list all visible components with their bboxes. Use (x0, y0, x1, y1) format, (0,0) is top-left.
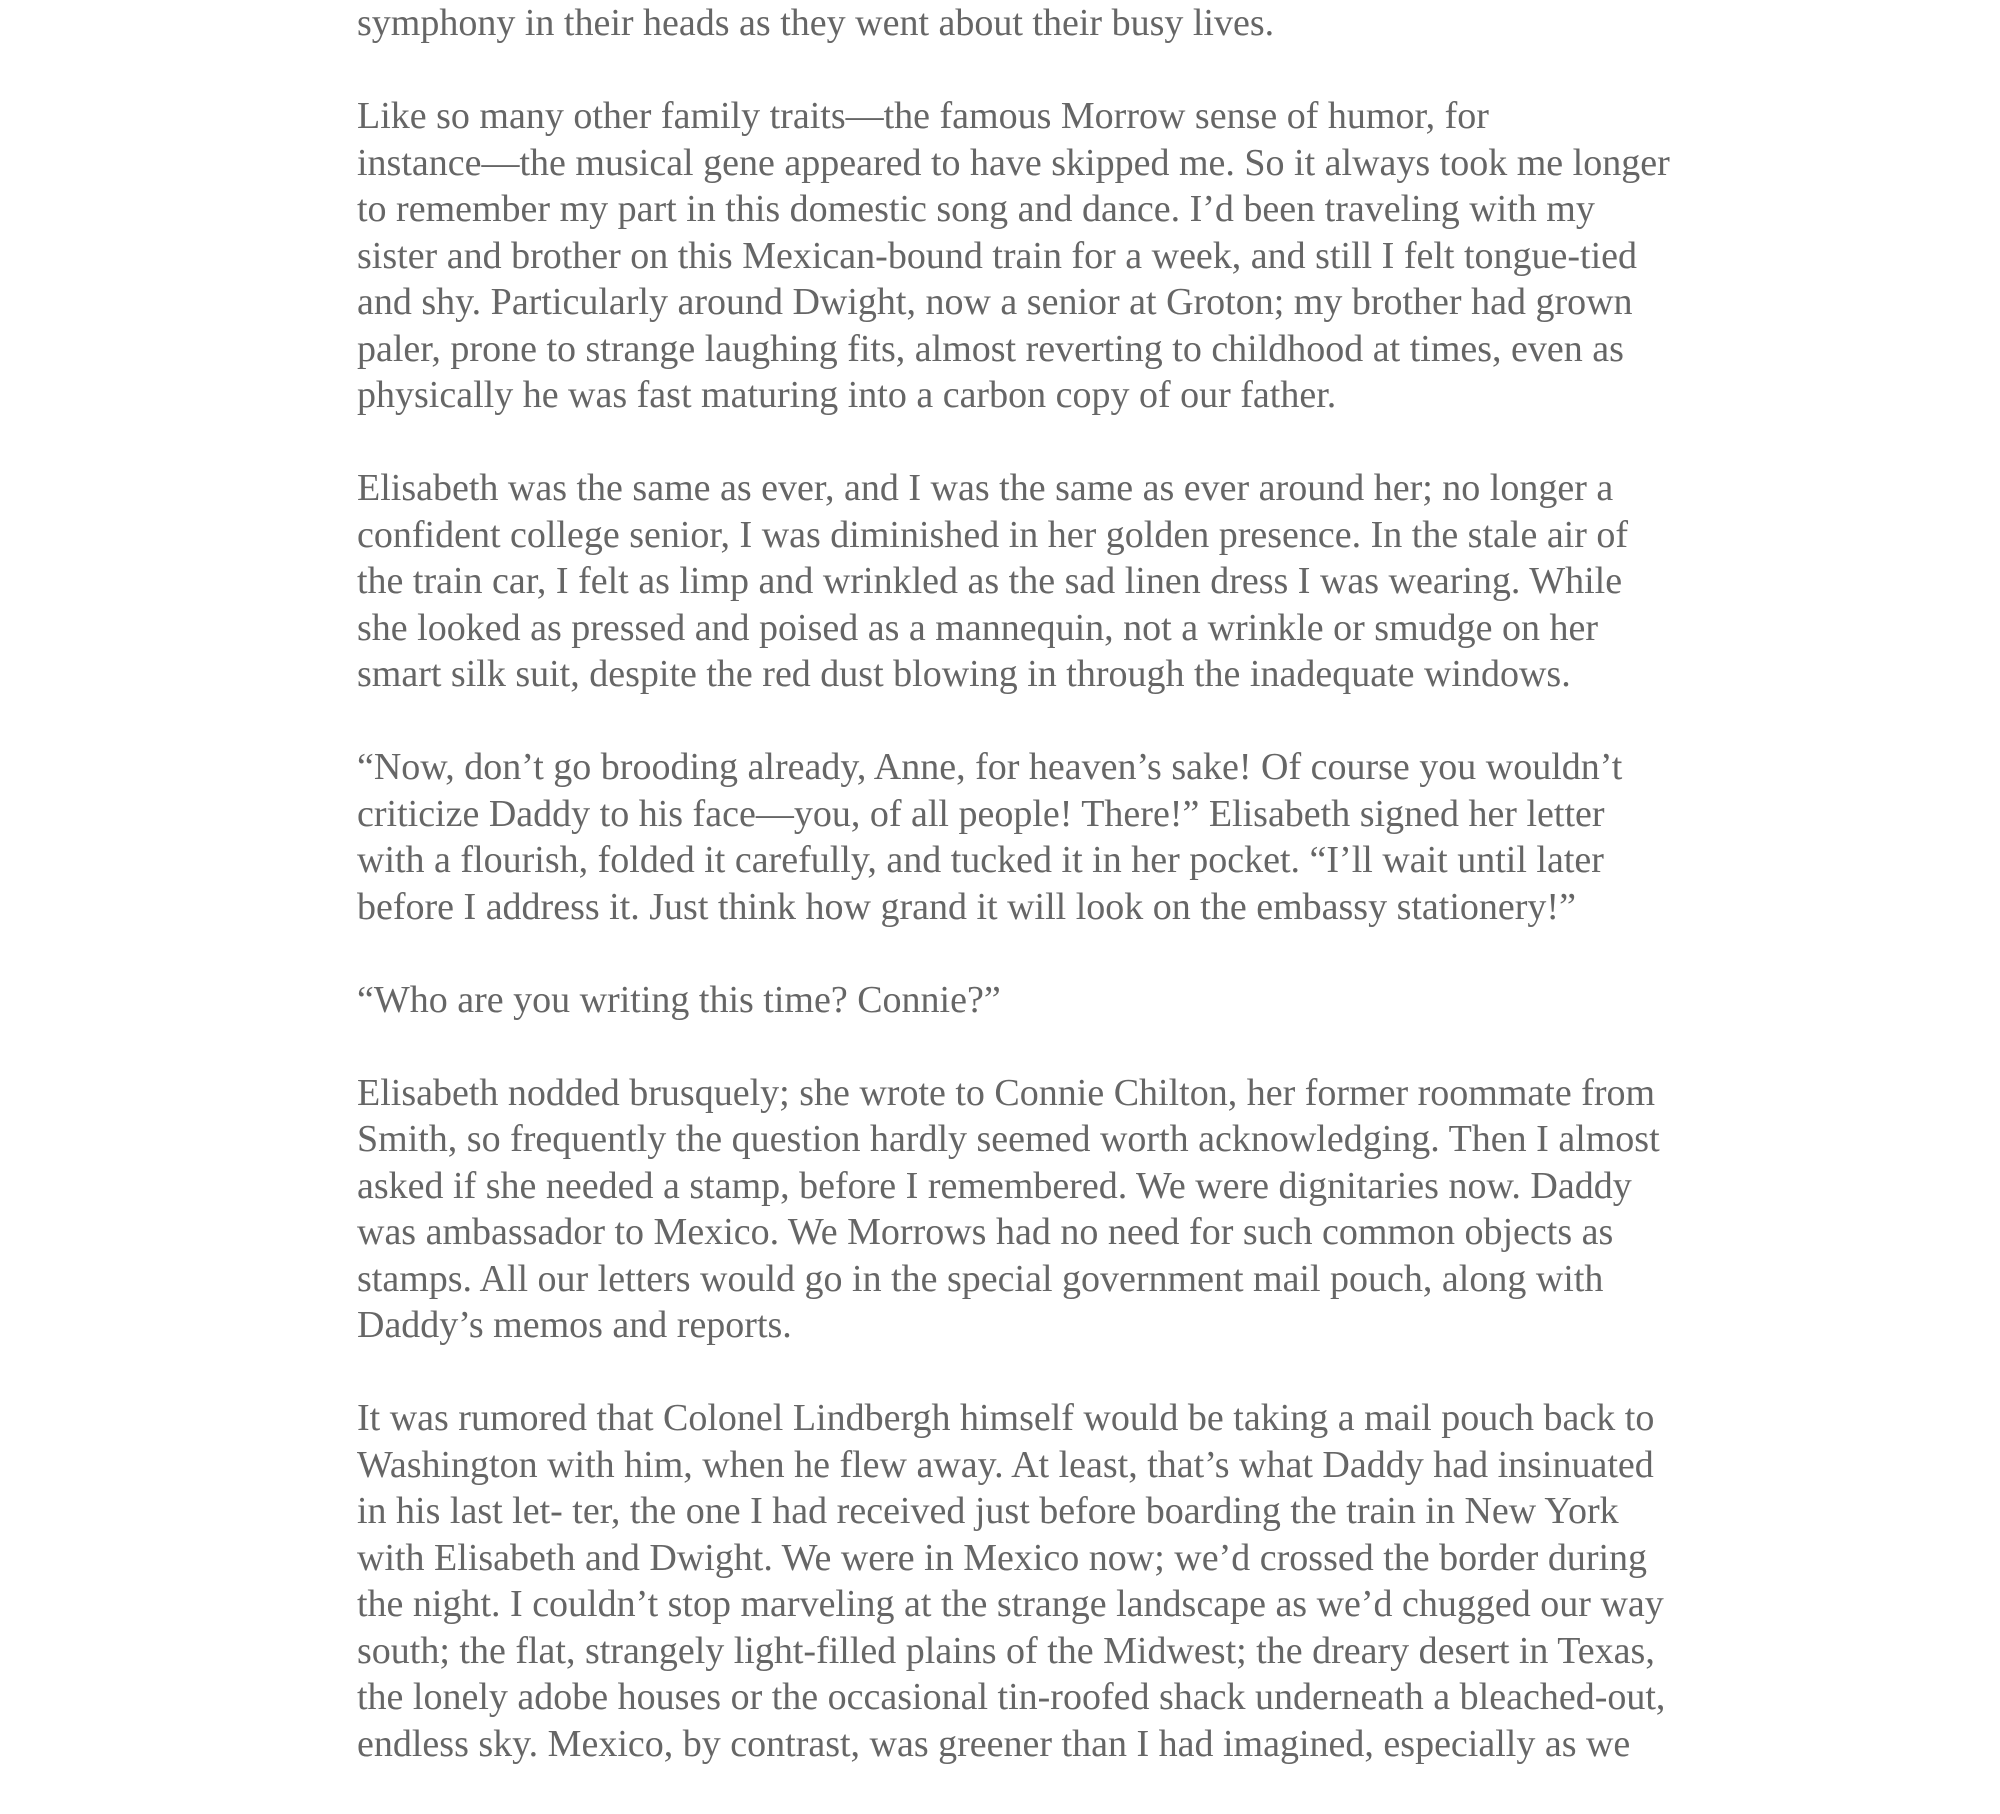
text-line: the lonely adobe houses or the occasional tin-roofed shack underneath a bleached-out, (357, 1676, 1666, 1718)
text-line: sister and brother on this Mexican-bound train for a week, and still I felt tongue-tied (357, 234, 1638, 277)
text-line: with Elisabeth and Dwight. We were in Mexico now; we’d crossed the border during (357, 1536, 1648, 1579)
paragraph-6 (357, 1395, 1677, 1767)
text-line: Daddy’s memos and reports. (357, 1304, 792, 1346)
text-line: symphony in their heads as they went about their busy lives. (357, 2, 1275, 44)
paragraph-fragment-top (357, 0, 1677, 47)
text-line: stamps. All our letters would go in the special government mail pouch, along with (357, 1257, 1604, 1300)
text-line: confident college senior, I was diminished in her golden presence. In the stale air of (357, 513, 1629, 556)
paragraph-1 (357, 93, 1677, 419)
text-line: she looked as pressed and poised as a mannequin, not a wrinkle or smudge on her (357, 606, 1599, 649)
text-line: Elisabeth was the same as ever, and I was the same as ever around her; no longer a (357, 467, 1614, 509)
text-line: physically he was fast maturing into a carbon copy of our father. (357, 374, 1337, 416)
text-line: “Now, don’t go brooding already, Anne, for heaven’s sake! Of course you wouldn’t (357, 746, 1623, 788)
text-line: Washington with him, when he flew away. At least, that’s what Daddy had insinuated (357, 1443, 1654, 1486)
text-line: “Who are you writing this time? Connie?” (357, 978, 1001, 1021)
text-line: the night. I couldn’t stop marveling at the strange landscape as we’d chugged our way (357, 1583, 1664, 1625)
text-line: south; the flat, strangely light-filled plains of the Midwest; the dreary desert in Texas, (357, 1629, 1655, 1672)
text-line: Elisabeth nodded brusquely; she wrote to Connie Chilton, her former roommate from (357, 1071, 1656, 1114)
text-line: and shy. Particularly around Dwight, now a senior at Groton; my brother had grown (357, 281, 1633, 323)
text-line: with a flourish, folded it carefully, and tucked it in her pocket. “I’ll wait until later (357, 839, 1604, 881)
text-line: to remember my part in this domestic song and dance. I’d been traveling with my (357, 188, 1595, 230)
paragraph-2 (357, 465, 1677, 698)
text-line: instance—the musical gene appeared to have skipped me. So it always took me longer (357, 141, 1670, 184)
text-line: asked if she needed a stamp, before I remembered. We were dignitaries now. Daddy (357, 1164, 1632, 1207)
text-line: smart silk suit, despite the red dust blowing in through the inadequate windows. (357, 653, 1571, 695)
text-line: Smith, so frequently the question hardly seemed worth acknowledging. Then I almost (357, 1118, 1660, 1160)
text-line: the train car, I felt as limp and wrinkled as the sad linen dress I was wearing. While (357, 560, 1623, 602)
paragraph-4 (357, 977, 1677, 1024)
paragraph-5 (357, 1070, 1677, 1349)
text-line: was ambassador to Mexico. We Morrows had no need for such common objects as (357, 1211, 1614, 1253)
text-line: before I address it. Just think how grand it will look on the embassy stationery!” (357, 885, 1576, 928)
document-page (357, 0, 1677, 1814)
text-line: Like so many other family traits—the famous Morrow sense of humor, for (357, 95, 1489, 137)
text-line: criticize Daddy to his face—you, of all people! There!” Elisabeth signed her letter (357, 792, 1605, 835)
text-line: paler, prone to strange laughing fits, almost reverting to childhood at times, even as (357, 327, 1624, 370)
text-line: It was rumored that Colonel Lindbergh himself would be taking a mail pouch back to (357, 1397, 1655, 1439)
paragraph-3 (357, 744, 1677, 930)
text-line: endless sky. Mexico, by contrast, was greener than I had imagined, especially as we (357, 1722, 1631, 1765)
text-line: in his last let- ter, the one I had received just before boarding the train in New York (357, 1490, 1619, 1532)
